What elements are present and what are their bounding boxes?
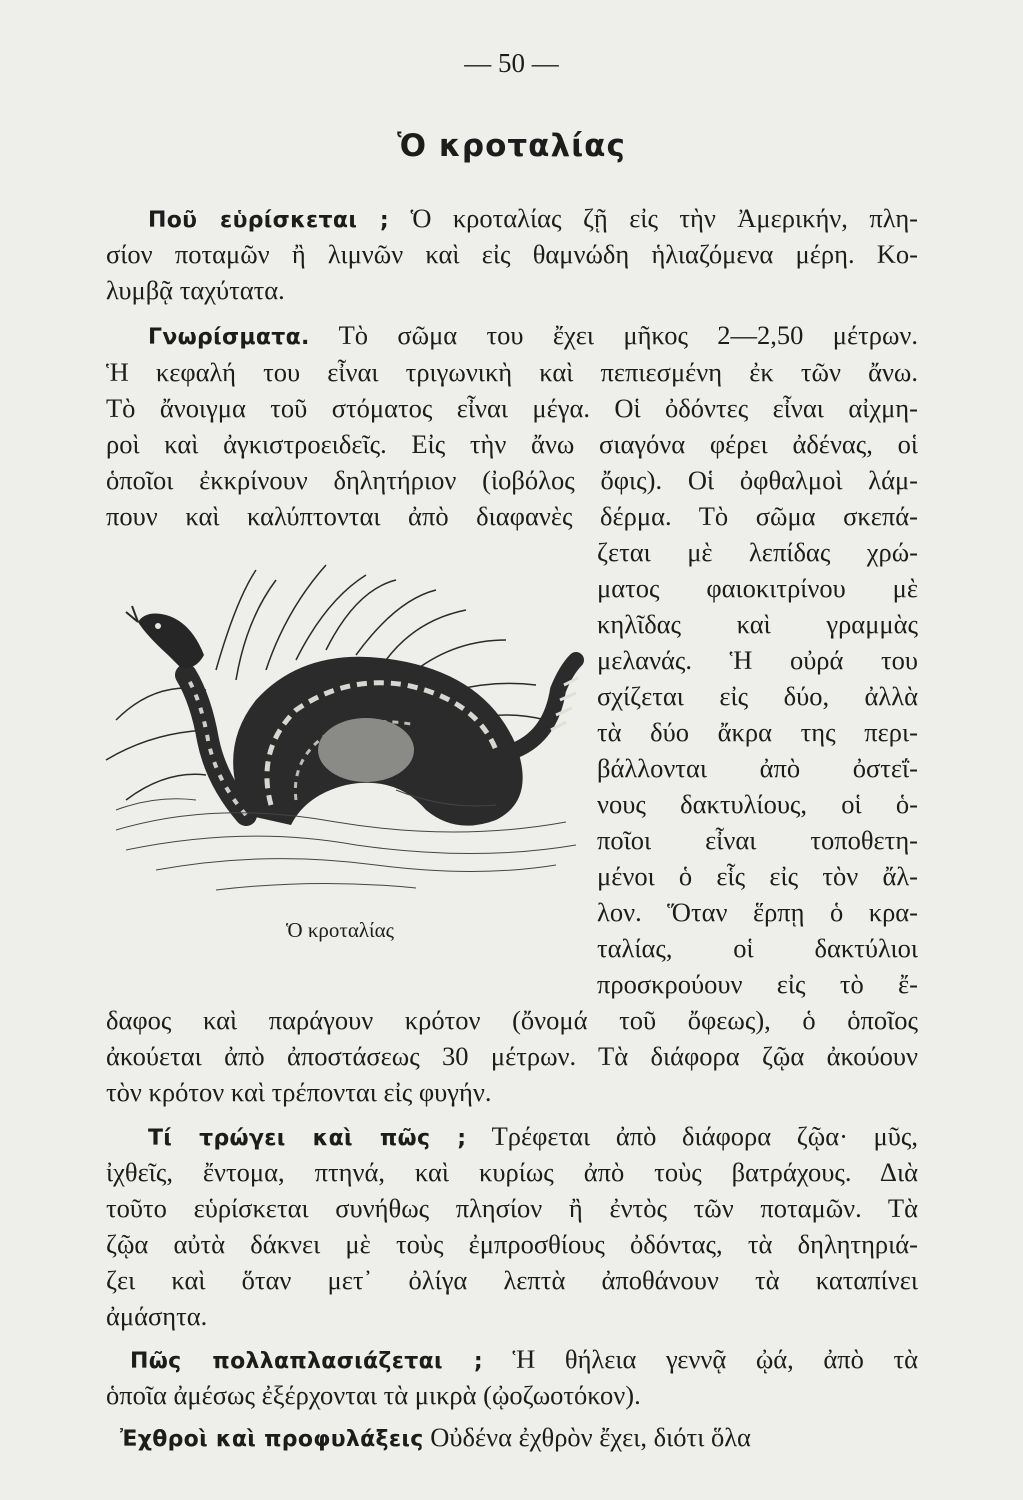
snake-rattle (516, 660, 578, 750)
snake-body (186, 657, 523, 826)
text-line: ἀμάσητα. (106, 1301, 208, 1331)
text-line: τὸν κρότον καὶ τρέπονται εἰς φυγήν. (106, 1077, 492, 1107)
text-line: ποῖοι εἶναι τοποθετη- (597, 825, 918, 855)
text-line: Τί τρώγει καὶ πῶς ; Τρέφεται ἀπὸ διάφορα ζῷα· μῦς, (148, 1121, 918, 1151)
section-heading: Τί τρώγει καὶ πῶς ; (148, 1126, 467, 1151)
text-line: ματος φαιοκιτρίνου μὲ (597, 573, 918, 603)
snake-head (126, 606, 204, 668)
text-line: βάλλονται ἀπὸ ὀστεΐ- (597, 753, 918, 783)
page-number: — 50 — (464, 48, 559, 78)
section-heading: Γνωρίσματα. (148, 325, 310, 350)
text-line: λυμβᾷ ταχύτατα. (106, 275, 285, 305)
text-line: λον. Ὅταν ἕρπῃ ὁ κρα- (597, 897, 918, 927)
section-heading: Ἐχθροὶ καὶ προφυλάξεις (120, 1427, 424, 1452)
text-line: τὰ δύο ἄκρα της περι- (597, 717, 918, 747)
figure-caption: Ὁ κροταλίας (285, 918, 394, 942)
rattlesnake-illustration (96, 560, 586, 910)
text-line: ἀκούεται ἀπὸ ἀποστάσεως 30 μέτρων. Τὰ διάφορα ζῷα ἀκούουν (106, 1041, 918, 1071)
text-line: τοῦτο εὑρίσκεται συνήθως πλησίον ἢ ἐντὸς τῶν ποταμῶν. Τὰ (106, 1193, 918, 1223)
text-line: μένοι ὁ εἷς εἰς τὸν ἄλ- (597, 861, 918, 891)
section-heading: Ποῦ εὑρίσκεται ; (148, 208, 390, 233)
text-line: ζει καὶ ὅταν μετ᾿ ὀλίγα λεπτὰ ἀποθάνουν τὰ καταπίνει (106, 1265, 918, 1295)
text-line: μελανάς. Ἡ οὐρά του (597, 645, 918, 675)
text-line: Ἐχθροὶ καὶ προφυλάξεις Οὐδένα ἐχθρὸν ἔχει, διότι ὅλα (120, 1422, 751, 1452)
text-line: σίον ποταμῶν ἢ λιμνῶν καὶ εἰς θαμνώδη ἡλιαζόμενα μέρη. Κο- (106, 239, 918, 269)
text-line: Ποῦ εὑρίσκεται ; Ὁ κροταλίας ζῇ εἰς τὴν Ἀμερικήν, πλη- (148, 203, 918, 233)
text-line: ζεται μὲ λεπίδας χρώ- (597, 537, 918, 567)
text-line: Πῶς πολλαπλασιάζεται ; Ἡ θήλεια γεννᾷ ᾠά, ἀπὸ τὰ (130, 1344, 919, 1374)
text-line: Ἡ κεφαλή του εἶναι τριγωνικὴ καὶ πεπιεσμένη ἐκ τῶν ἄνω. (106, 357, 918, 387)
text-line: πουν καὶ καλύπτονται ἀπὸ διαφανὲς δέρμα. Τὸ σῶμα σκεπά- (106, 501, 918, 531)
text-line: ροὶ καὶ ἀγκιστροειδεῖς. Εἰς τὴν ἄνω σιαγόνα φέρει ἀδένας, οἱ (106, 429, 918, 459)
text-line: ταλίας, οἱ δακτύλιοι (597, 933, 918, 963)
text-line: Τὸ ἄνοιγμα τοῦ στόματος εἶναι μέγα. Οἱ ὀδόντες εἶναι αἰχμη- (106, 393, 918, 423)
text-line: κηλῖδας καὶ γραμμὰς (597, 609, 918, 639)
text-line: νους δακτυλίους, οἱ ὁ- (597, 789, 918, 819)
text-line: ὁποῖοι ἐκκρίνουν δηλητήριον (ἰοβόλος ὄφις). Οἱ ὀφθαλμοὶ λάμ- (106, 465, 918, 495)
text-line: ὁποῖα ἀμέσως ἐξέρχονται τὰ μικρὰ (ᾠοζωοτόκον). (106, 1380, 641, 1410)
page-title: Ὁ κροταλίας (397, 128, 626, 164)
text-line: σχίζεται εἰς δύο, ἀλλὰ (597, 681, 918, 711)
text-line: Γνωρίσματα. Τὸ σῶμα του ἔχει μῆκος 2—2,50 μέτρων. (148, 320, 919, 350)
section-heading: Πῶς πολλαπλασιάζεται ; (130, 1349, 483, 1374)
text-line: δαφος καὶ παράγουν κρότον (ὄνομά τοῦ ὄφεως), ὁ ὁποῖος (106, 1005, 918, 1035)
text-line: ἰχθεῖς, ἔντομα, πτηνά, καὶ κυρίως ἀπὸ τοὺς βατράχους. Διὰ (106, 1157, 918, 1187)
text-line: ζῷα αὐτὰ δάκνει μὲ τοὺς ἐμπροσθίους ὀδόντας, τὰ δηλητηριά- (106, 1229, 918, 1259)
text-line: προσκρούουν εἰς τὸ ἔ- (597, 969, 918, 999)
